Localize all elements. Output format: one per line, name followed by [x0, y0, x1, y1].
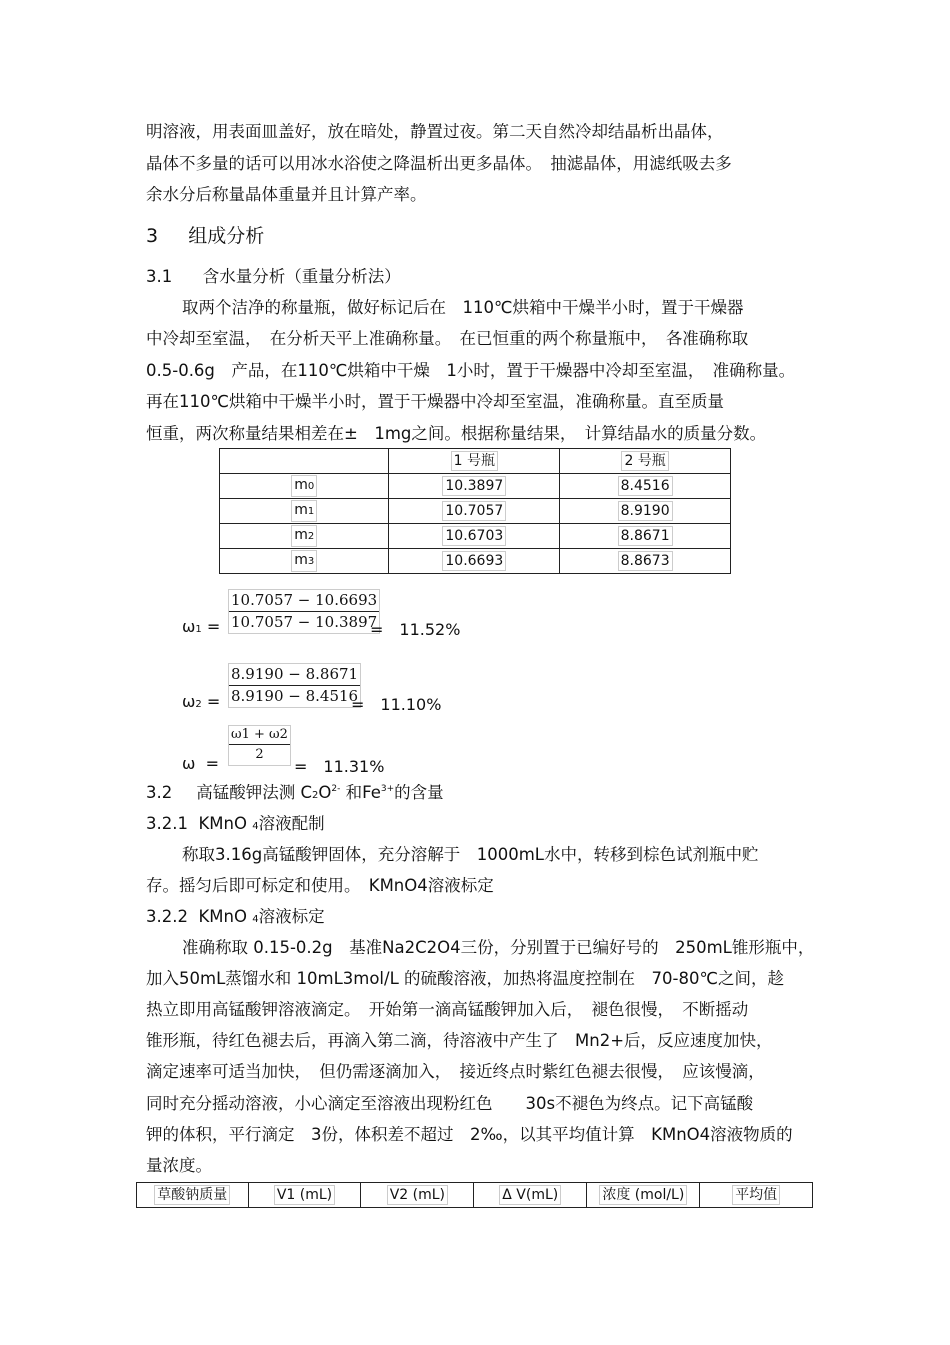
formula-w-lhs: ω =: [182, 754, 219, 773]
formula-w-result: = 11.31%: [294, 757, 385, 776]
header-v1: V1 (mL): [248, 1183, 361, 1208]
intro-line-1: 明溶液，用表面皿盖好，放在暗处，静置过夜。第二天自然冷却结晶析出晶体，: [146, 122, 724, 141]
bottle-1-value: 10.6703: [389, 524, 560, 549]
formula-w-numerator: ω1 + ω2: [229, 726, 290, 745]
bottle-2-value: 8.8671: [560, 524, 731, 549]
p31-line-3: 0.5-0.6g 产品，在110℃烘箱中干燥 1小时，置于干燥器中冷却至室温， 准确称量。: [146, 361, 796, 380]
header-average: 平均值: [700, 1183, 813, 1208]
bottle-2-value: 8.4516: [560, 474, 731, 499]
row-label: m3: [220, 549, 389, 574]
section-3-number: 3: [146, 225, 159, 247]
p322-line-1: 准确称取 0.15-0.2g 基准Na2C2O4三份，分别置于已编好号的 250mL锥形瓶中，: [182, 938, 815, 957]
header-v2: V2 (mL): [361, 1183, 474, 1208]
formula-w1-lhs: ω1 =: [182, 617, 221, 636]
section-3-title: 组成分析: [188, 225, 265, 247]
mass-table-header-bottle-1: 1 号瓶: [389, 449, 560, 474]
formula-w2-result: = 11.10%: [351, 695, 442, 714]
mass-table-header: [220, 449, 731, 474]
formula-w1-fraction: [228, 589, 380, 634]
bottle-1-value: 10.7057: [389, 499, 560, 524]
formula-w1-numerator: 10.7057 − 10.6693: [229, 590, 379, 612]
section-3-1-heading: [146, 266, 401, 288]
titration-table: [136, 1182, 813, 1208]
bottle-1-value: 10.3897: [389, 474, 560, 499]
header-delta-v: Δ V(mL): [474, 1183, 587, 1208]
row-label: m0: [220, 474, 389, 499]
formula-w2-numerator: 8.9190 − 8.8671: [229, 664, 360, 686]
p31-line-5: 恒重，两次称量结果相差在± 1mg之间。根据称量结果， 计算结晶水的质量分数。: [146, 424, 767, 443]
p322-line-3: 热立即用高锰酸钾溶液滴定。 开始第一滴高锰酸钾加入后， 褪色很慢， 不断摇动: [146, 1000, 749, 1019]
bottle-2-value: 8.8673: [560, 549, 731, 574]
p322-line-7: 钾的体积，平行滴定 3份，体积差不超过 2‰，以其平均值计算 KMnO4溶液物质的: [146, 1125, 793, 1144]
section-3-1-number: 3.1: [146, 267, 173, 286]
titration-table-header: [137, 1183, 813, 1208]
table-row: [220, 499, 731, 524]
formula-w-fraction: [228, 725, 291, 766]
table-row: [220, 549, 731, 574]
section-3-heading: [146, 225, 264, 247]
formula-w1-denominator: 10.7057 − 10.3897: [231, 613, 378, 631]
bottle-1-value: 10.6693: [389, 549, 560, 574]
p321-line-2: 存。摇匀后即可标定和使用。 KMnO4溶液标定: [146, 876, 494, 895]
p31-line-4: 再在110℃烘箱中干燥半小时，置于干燥器中冷却至室温，准确称量。直至质量: [146, 392, 725, 411]
p322-line-5: 滴定速率可适当加快， 但仍需逐滴加入， 接近终点时紫红色褪去很慢， 应该慢滴，: [146, 1062, 765, 1081]
mass-table: [219, 448, 731, 574]
formula-w2-fraction: [228, 663, 361, 708]
section-3-2-heading: 3.2 高锰酸钾法测 $C2O^{2-}$ 和$Fe^{3+}$的含量: [146, 783, 444, 802]
p322-line-6: 同时充分摇动溶液，小心滴定至溶液出现粉红色 30s不褪色为终点。记下高锰酸: [146, 1094, 754, 1113]
formula-w1-result: = 11.52%: [370, 620, 461, 639]
formula-w-denominator: 2: [255, 747, 264, 762]
header-oxalate-mass: 草酸钠质量: [137, 1183, 249, 1208]
intro-line-3: 余水分后称量晶体重量并且计算产率。: [146, 185, 427, 204]
bottle-2-value: 8.9190: [560, 499, 731, 524]
p322-line-8: 量浓度。: [146, 1156, 212, 1175]
row-label: m1: [220, 499, 389, 524]
intro-line-2: 晶体不多量的话可以用冰水浴使之降温析出更多晶体。 抽滤晶体，用滤纸吸去多: [146, 154, 732, 173]
p322-line-4: 锥形瓶，待红色褪去后，再滴入第二滴，待溶液中产生了 Mn2+后，反应速度加快，: [146, 1031, 773, 1050]
p31-line-1: 取两个洁净的称量瓶，做好标记后在 110℃烘箱中干燥半小时，置于干燥器: [182, 298, 744, 317]
table-row: [220, 474, 731, 499]
section-3-1-title: 含水量分析（重量分析法）: [202, 267, 401, 286]
section-3-2-2-heading: 3.2.2 KMnO 4溶液标定: [146, 907, 325, 926]
formula-w2-denominator: 8.9190 − 8.4516: [231, 687, 359, 705]
p322-line-2: 加入50mL蒸馏水和 10mL3mol/L 的硫酸溶液，加热将温度控制在 70-80℃之间，趁: [146, 969, 784, 988]
row-label: m2: [220, 524, 389, 549]
section-3-2-1-heading: 3.2.1 KMnO 4溶液配制: [146, 814, 325, 833]
mass-table-header-empty: [220, 449, 389, 474]
header-concentration: 浓度 (mol/L): [587, 1183, 700, 1208]
p31-line-2: 中冷却至室温， 在分析天平上准确称量。 在已恒重的两个称量瓶中， 各准确称取: [146, 329, 749, 348]
p321-line-1: 称取3.16g高锰酸钾固体，充分溶解于 1000mL水中，转移到棕色试剂瓶中贮: [182, 845, 759, 864]
table-row: [220, 524, 731, 549]
formula-w2-lhs: ω2 =: [182, 692, 221, 711]
mass-table-header-bottle-2: 2 号瓶: [560, 449, 731, 474]
